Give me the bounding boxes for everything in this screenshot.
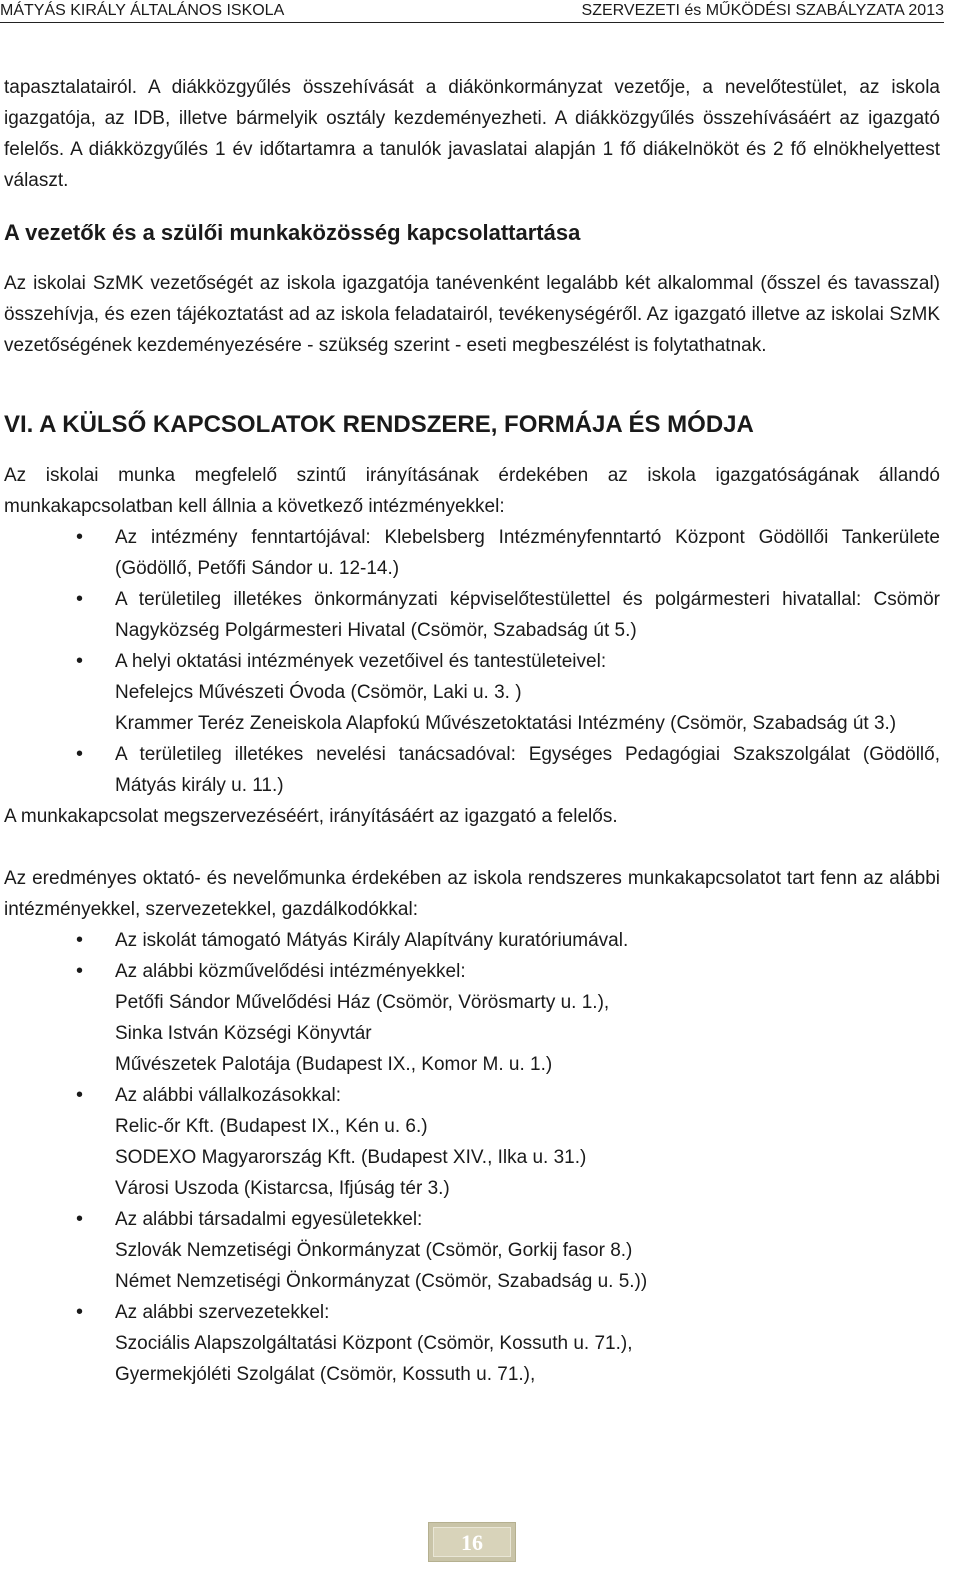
list-item-sub-entry: Gyermekjóléti Szolgálat (Csömör, Kossuth u. 71.), (115, 1364, 536, 1385)
list-item-sub-entry: Petőfi Sándor Művelődési Ház (Csömör, Vörösmarty u. 1.), (115, 992, 610, 1013)
section-heading-szmk: A vezetők és a szülői munkaközösség kapcsolattartása (4, 220, 581, 245)
list-item-title: • Az alábbi közművelődési intézményekkel: (115, 961, 466, 982)
header-school-name: MÁTYÁS KIRÁLY ÁLTALÁNOS ISKOLA (0, 2, 285, 19)
page-header (0, 0, 944, 23)
chapter-heading-vi: VI. A KÜLSŐ KAPCSOLATOK RENDSZERE, FORMÁJA ÉS MÓDJA (4, 411, 754, 438)
page-number: 16 (433, 1527, 511, 1557)
list-item (4, 1080, 940, 1204)
list-item-title: • Az alábbi társadalmi egyesületekkel: (115, 1209, 423, 1230)
list-item-sub-entry: Sinka István Községi Könyvtár (115, 1023, 372, 1044)
list-item (4, 1297, 940, 1390)
list-item-title: • Az alábbi szervezetekkel: (115, 1302, 330, 1323)
list-item-title: • Az intézmény fenntartójával: Klebelsberg Intézményfenntartó Központ Gödöllői Tankerülete (Gödöllő, Petőfi Sándor u. 12-14.) (115, 527, 940, 579)
header-document-title: SZERVEZETI és MŰKÖDÉSI SZABÁLYZATA 2013 (581, 2, 944, 19)
regular-partners-list (4, 925, 940, 1390)
list-item (4, 1204, 940, 1297)
szmk-paragraph: Az iskolai SzMK vezetőségét az iskola igazgatója tanévenként legalább két alkalommal (ősszel és tavasszal) összehívja, és ezen tájékoztatást ad az iskola feladatairól, tevékenységéről. Az igazgató illetve az iskolai SzMK vezetőségének kezdeményezésére - szükség szerint - eseti megbeszélést is folytathatnak. (4, 273, 940, 356)
list-item (4, 584, 940, 646)
list-item-title: • Az alábbi vállalkozásokkal: (115, 1085, 342, 1106)
vi-intro2-paragraph: Az eredményes oktató- és nevelőmunka érdekében az iskola rendszeres munkakapcsolatot tart fenn az alábbi intézményekkel, szervezetekkel, gazdálkodókkal: (4, 868, 940, 920)
list-item-title: • Az iskolát támogató Mátyás Király Alapítvány kuratóriumával. (115, 930, 629, 951)
external-contacts-list (4, 522, 940, 801)
intro-paragraph: tapasztalatairól. A diákközgyűlés összehívását a diákönkormányzat vezetője, a nevelőtestület, az iskola igazgatója, az IDB, illetve bármelyik osztály kezdeményezheti. A diákközgyűlés összehívásáért az igazgató felelős. A diákközgyűlés 1 év időtartamra a tanulók javaslatai alapján 1 fő diákelnököt és 2 fő elnökhelyettest választ. (4, 77, 940, 191)
page-number-badge (428, 1522, 516, 1562)
list-item-sub-entry: Krammer Teréz Zeneiskola Alapfokú Művészetoktatási Intézmény (Csömör, Szabadság út 3.) (115, 713, 897, 734)
list-item (4, 925, 940, 956)
list-item-sub-entry: Városi Uszoda (Kistarcsa, Ifjúság tér 3.) (115, 1178, 450, 1199)
list-item (4, 956, 940, 1080)
list-item (4, 646, 940, 739)
list-item (4, 739, 940, 801)
responsibility-paragraph: A munkakapcsolat megszervezéséért, irányításáért az igazgató a felelős. (4, 806, 618, 827)
document-body (4, 72, 940, 1390)
list-item-sub-entry: Szociális Alapszolgáltatási Központ (Csömör, Kossuth u. 71.), (115, 1333, 633, 1354)
list-item-sub-entry: Német Nemzetiségi Önkormányzat (Csömör, Szabadság u. 5.)) (115, 1271, 648, 1292)
list-item-sub-entry: Szlovák Nemzetiségi Önkormányzat (Csömör, Gorkij fasor 8.) (115, 1240, 633, 1261)
list-item-title: • A helyi oktatási intézmények vezetőivel és tantestületeivel: (115, 651, 607, 672)
list-item-sub-entry: Nefelejcs Művészeti Óvoda (Csömör, Laki u. 3. ) (115, 682, 522, 703)
list-item (4, 522, 940, 584)
list-item-title: • A területileg illetékes nevelési tanácsadóval: Egységes Pedagógiai Szakszolgálat (Gödöllő, Mátyás király u. 11.) (115, 744, 940, 796)
list-item-title: • A területileg illetékes önkormányzati képviselőtestülettel és polgármesteri hivatallal: Csömör Nagyközség Polgármesteri Hivatal (Csömör, Szabadság út 5.) (115, 589, 940, 641)
list-item-sub-entry: Művészetek Palotája (Budapest IX., Komor M. u. 1.) (115, 1054, 553, 1075)
list-item-sub-entry: SODEXO Magyarország Kft. (Budapest XIV., Ilka u. 31.) (115, 1147, 587, 1168)
list-item-sub-entry: Relic-őr Kft. (Budapest IX., Kén u. 6.) (115, 1116, 428, 1137)
vi-intro-paragraph: Az iskolai munka megfelelő szintű irányításának érdekében az iskola igazgatóságának állandó munkakapcsolatban kell állnia a következő intézményekkel: (4, 465, 940, 517)
